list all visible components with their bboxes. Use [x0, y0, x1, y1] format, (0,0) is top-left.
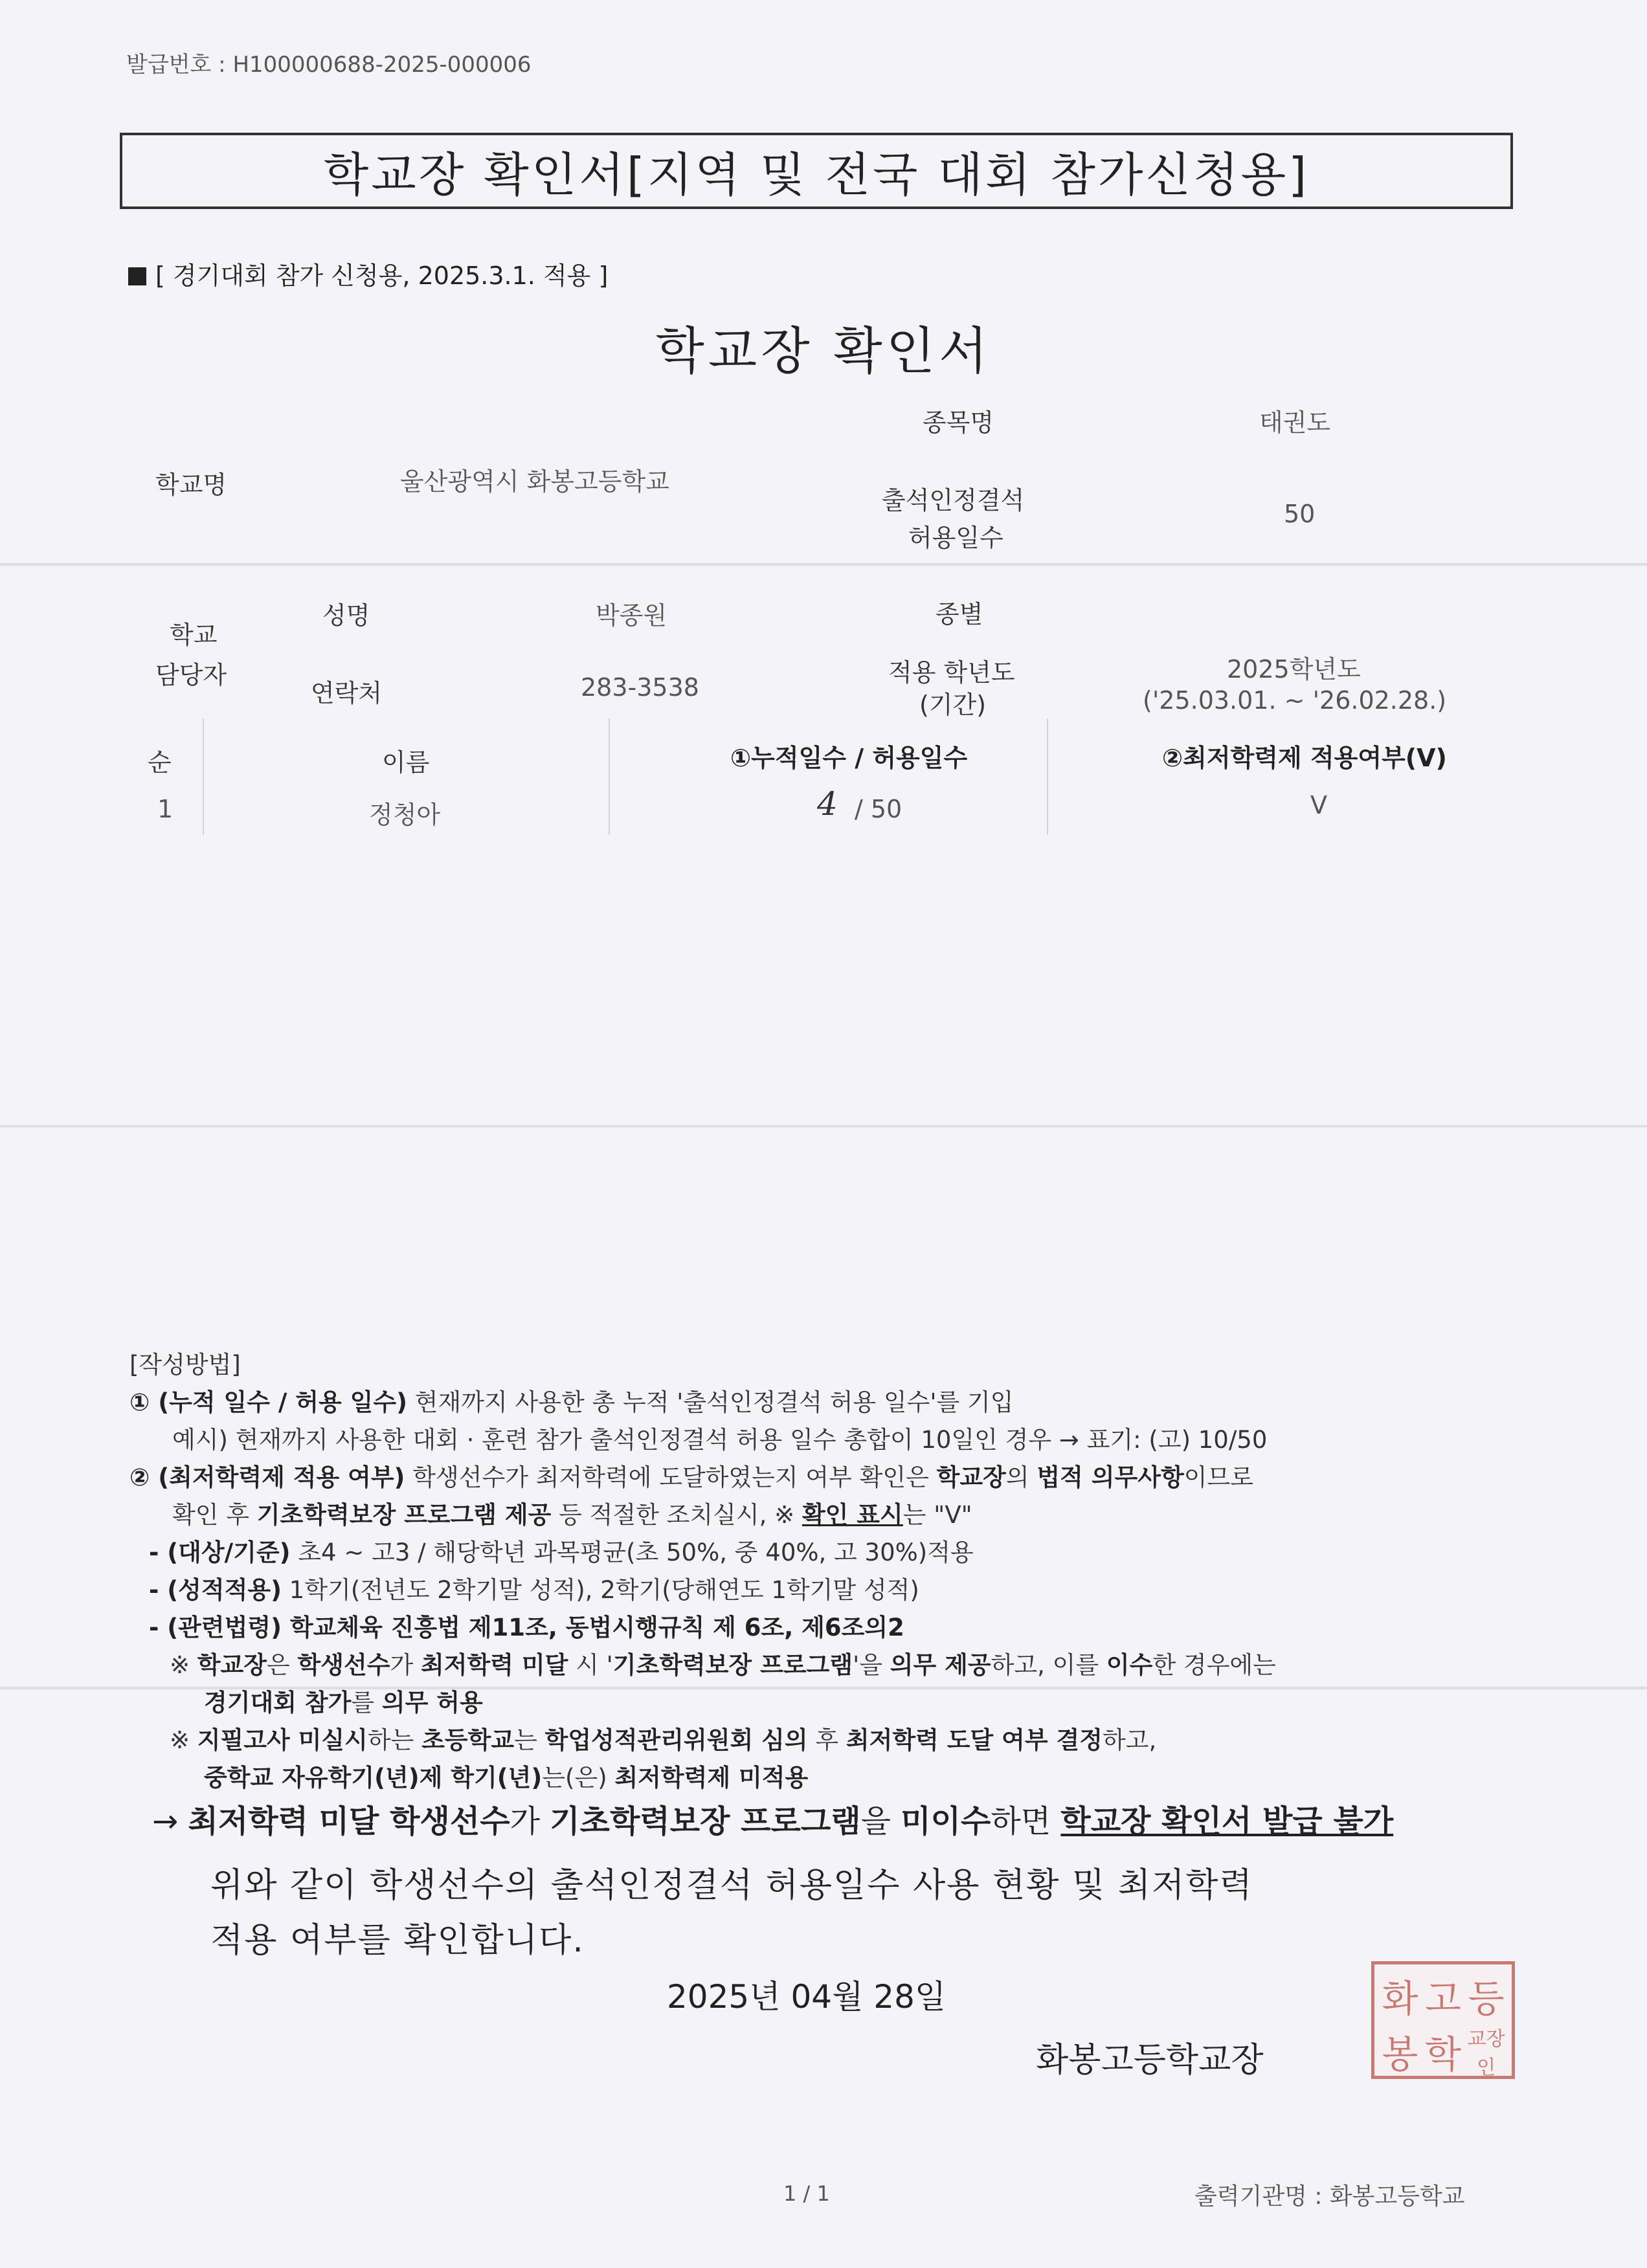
row-no: 1	[157, 795, 174, 823]
writing-instructions	[129, 1346, 1276, 1797]
table-column-divider	[609, 718, 610, 835]
official-seal	[1371, 1961, 1515, 2079]
col-header-days: ①누적일수 / 허용일수	[730, 744, 968, 772]
name-label: 성명	[322, 601, 370, 630]
instruction-line: ② (최저학력제 적용 여부) 학생선수가 최저학력에 도달하였는지 여부 확인은 학교장의 법적 의무사항이므로	[129, 1463, 1253, 1491]
event-value: 태권도	[1259, 408, 1331, 437]
contact-value: 283-3538	[581, 673, 699, 702]
instruction-line: 경기대회 참가를 의무 허용	[204, 1689, 483, 1717]
instruction-line: - (관련법령) 학교체육 진흥법 제11조, 동법시행규칙 제 6조, 제6조의2	[149, 1614, 904, 1641]
instruction-line: ① (누적 일수 / 허용 일수) 현재까지 사용한 총 누적 '출석인정결석 허용 일수'를 기입	[129, 1388, 1014, 1416]
confirmation-text: 위와 같이 학생선수의 출석인정결석 허용일수 사용 현황 및 최저학력	[210, 1866, 1253, 1905]
seal-char: 화	[1382, 1977, 1418, 2021]
row-used-days-handwritten: 4	[817, 785, 838, 823]
instruction-line: 중학교 자유학기(년)제 학기(년)는(은) 최저학력제 미적용	[204, 1764, 809, 1792]
school-value: 울산광역시 화봉고등학교	[400, 467, 669, 496]
main-title: 학교장 확인서[지역 및 전국 대회 참가신청용]	[323, 148, 1310, 202]
manager-label-2: 담당자	[155, 661, 227, 689]
issuance-warning: → 최저학력 미달 학생선수가 기초학력보장 프로그램을 미이수하면 학교장 확인서 발급 불가	[152, 1803, 1394, 1840]
instructions-heading: [작성방법]	[129, 1351, 241, 1379]
category-label: 종별	[936, 600, 983, 628]
row-allowed-days: / 50	[855, 795, 902, 823]
application-note	[128, 256, 608, 291]
square-bullet-icon	[128, 267, 146, 285]
paper-fold-line	[0, 563, 1647, 566]
sub-title: 학교장 확인서	[655, 322, 992, 381]
print-organization: 출력기관명 : 화봉고등학교	[1194, 2183, 1465, 2210]
school-year-value-1: 2025학년도	[1227, 655, 1361, 684]
row-name: 정청아	[369, 801, 441, 829]
name-value: 박종원	[596, 601, 667, 630]
col-header-min-achievement: ②최저학력제 적용여부(V)	[1162, 744, 1447, 772]
instruction-line: - (성적적용) 1학기(전년도 2학기말 성적), 2학기(당해연도 1학기말 성적)	[149, 1576, 919, 1604]
school-year-label-1: 적용 학년도	[888, 658, 1015, 687]
allowed-days-label-2: 허용일수	[908, 524, 1003, 552]
col-header-name: 이름	[382, 748, 430, 777]
application-note-text: [ 경기대회 참가 신청용, 2025.3.1. 적용 ]	[155, 261, 609, 290]
instruction-line: - (대상/기준) 초4 ~ 고3 / 해당학년 과목평균(초 50%, 중 40%, 고 30%)적용	[149, 1539, 974, 1566]
school-year-label-2: (기간)	[919, 691, 987, 719]
col-header-no: 순	[148, 748, 172, 777]
table-column-divider	[1047, 718, 1048, 835]
seal-char: 고	[1424, 1977, 1461, 2021]
instruction-line: 확인 후 기초학력보장 프로그램 제공 등 적절한 조치실시, ※ 확인 표시는 "V"	[172, 1501, 972, 1529]
allowed-days-value: 50	[1284, 500, 1316, 528]
main-title-box	[120, 133, 1513, 209]
page-number: 1 / 1	[783, 2181, 830, 2206]
row-check: V	[1310, 791, 1327, 819]
instruction-line: 예시) 현재까지 사용한 대회 · 훈련 참가 출석인정결석 허용 일수 총합이 10일인 경우 → 표기: (고) 10/50	[172, 1426, 1268, 1454]
seal-char: 학	[1424, 2032, 1461, 2076]
event-label: 종목명	[923, 408, 994, 437]
instruction-line: ※ 학교장은 학생선수가 최저학력 미달 시 '기초학력보장 프로그램'을 의무 제공하고, 이를 이수한 경우에는	[170, 1651, 1276, 1679]
school-label: 학교명	[155, 471, 227, 499]
school-year-value-2: ('25.03.01. ~ '26.02.28.)	[1143, 686, 1447, 715]
table-column-divider	[203, 718, 204, 835]
seal-char: 등	[1468, 1977, 1505, 2021]
paper-fold-line	[0, 1125, 1647, 1128]
issue-date: 2025년 04월 28일	[667, 1978, 947, 2016]
principal-signature-line: 화봉고등학교장	[1036, 2041, 1264, 2080]
seal-char: 교장인	[1467, 2028, 1505, 2079]
confirmation-text: 적용 여부를 확인합니다.	[210, 1921, 585, 1960]
allowed-days-label-1: 출석인정결석	[882, 486, 1025, 515]
seal-char: 봉	[1382, 2032, 1418, 2076]
contact-label: 연락처	[311, 679, 383, 707]
instruction-line: ※ 지필고사 미실시하는 초등학교는 학업성적관리위원회 심의 후 최저학력 도달 여부 결정하고,	[170, 1726, 1157, 1754]
issue-number: 발급번호 : H100000688-2025-000006	[126, 52, 532, 78]
manager-label-1: 학교	[170, 621, 218, 649]
